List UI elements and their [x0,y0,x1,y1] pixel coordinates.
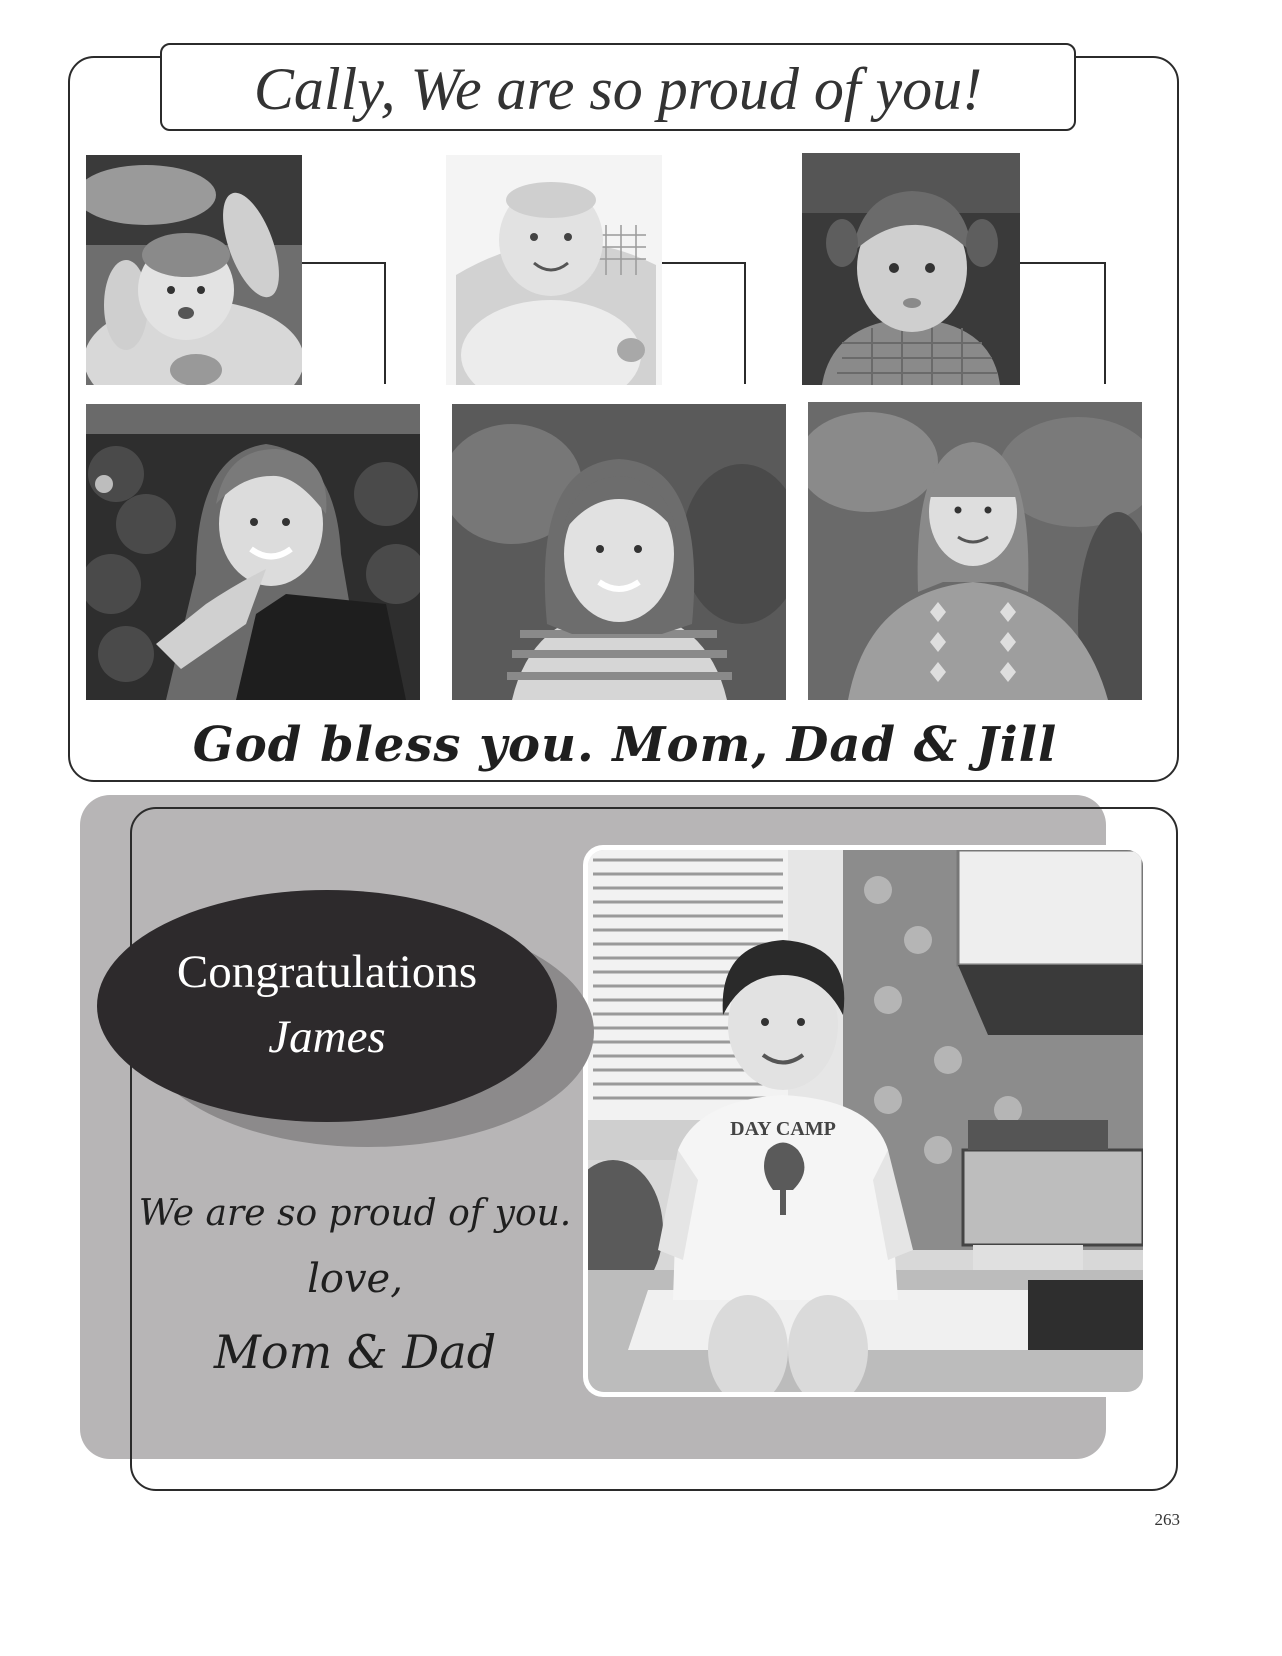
photo-connector [302,262,386,384]
photo-connector [1020,262,1106,384]
message-love-line: love, [307,1256,403,1302]
toddler-photo [802,153,1020,385]
girl-photo-posing [86,404,420,700]
cally-ad-title: Cally, We are so proud of you! [253,56,983,122]
message-signature-line: Mom & Dad [213,1325,497,1379]
page-number: 263 [1154,1510,1180,1529]
baby-photo-chair [446,155,662,385]
message-proud-line: We are so proud of you. [138,1193,572,1234]
james-photo-frame [583,845,1148,1397]
baby-photo-waving [86,155,302,385]
congratulations-text [97,940,557,1080]
girl-photo-portrait [452,404,786,700]
shirt-text: DAY CAMP [730,1118,836,1140]
james-name: James [268,1011,386,1063]
james-photo [588,850,1143,1392]
girl-photo-outdoor [808,402,1142,700]
photo-connector [662,262,746,384]
congratulations-line: Congratulations [176,946,478,998]
cally-ad-signoff: God bless you. Mom, Dad & Jill [192,717,1058,773]
james-ad-message [135,1185,575,1389]
